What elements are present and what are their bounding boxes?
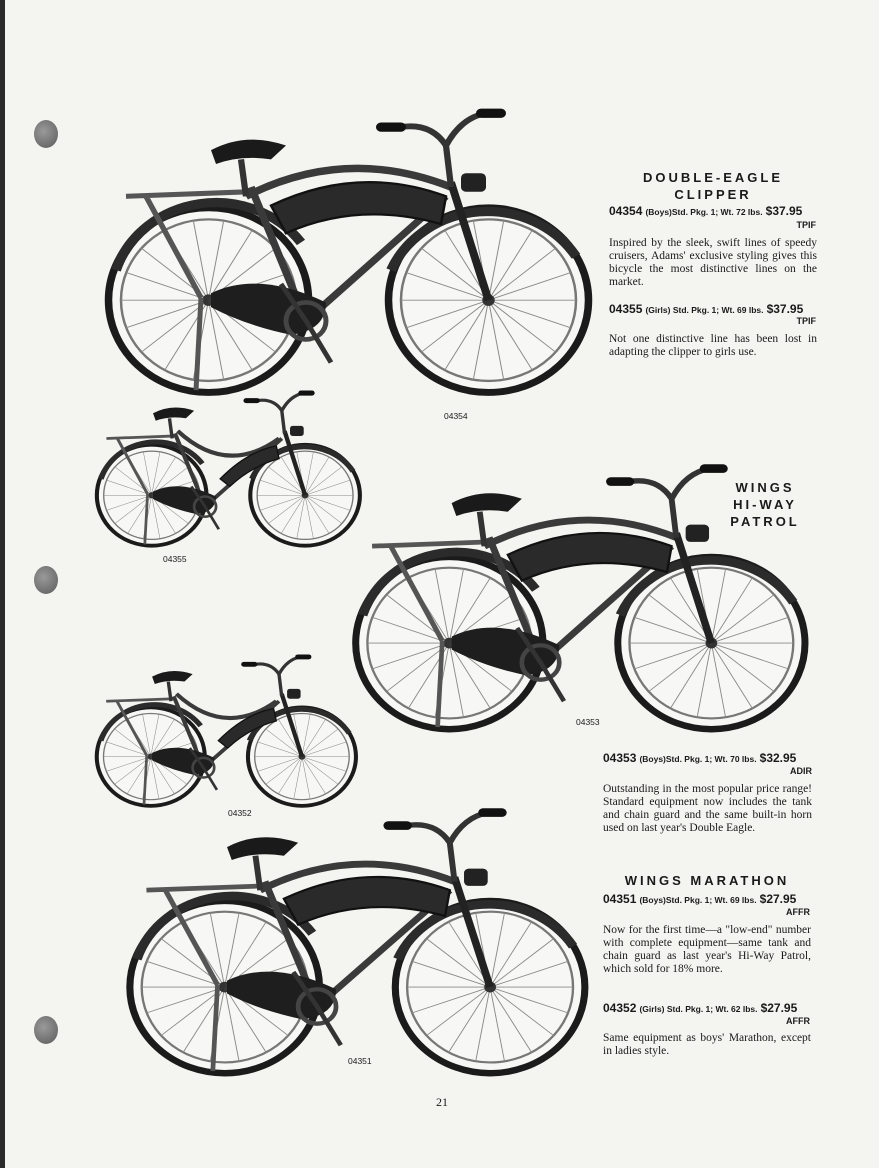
caption-04352: 04352 [228, 808, 252, 818]
grip-right [700, 464, 728, 473]
grip-left [241, 662, 257, 667]
sku-04353 [603, 751, 796, 765]
rate-code: ADIR [790, 766, 812, 776]
sku-price: $32.95 [759, 751, 797, 765]
sku-desc: (Boys)Std. Pkg. 1; Wt. 70 lbs. [639, 754, 757, 764]
caption-04354: 04354 [444, 411, 468, 421]
bicycle-04355-image [90, 388, 364, 552]
description-04353: Outstanding in the most popular price range! Standard equipment now includes the tank and chain guard and the same built-in horn used on last year's Double Eagle. [603, 783, 812, 834]
sku-04355 [609, 302, 803, 316]
grip-right [478, 808, 506, 817]
heading-wings-hi-way-patrol: WINGS HI-WAY PATROL [730, 480, 800, 529]
saddle [153, 407, 194, 420]
grip-right [298, 391, 314, 396]
sku-desc: (Girls) Std. Pkg. 1; Wt. 69 lbs. [645, 305, 764, 315]
sku-code: 04355 [609, 302, 643, 316]
sku-04354 [609, 204, 802, 218]
rate-code: AFFR [786, 1016, 810, 1026]
sku-price: $37.95 [765, 204, 803, 218]
description-04354: Inspired by the sleek, swift lines of speedy cruisers, Adams' exclusive styling gives this bicycle the most distinctive lines on the market. [609, 237, 817, 288]
heading-double-eagle-clipper: DOUBLE-EAGLE CLIPPER [643, 170, 783, 202]
grip-left [383, 821, 411, 830]
sku-code: 04353 [603, 751, 637, 765]
bicycle-04352-image [90, 652, 360, 812]
sku-code: 04354 [609, 204, 643, 218]
sku-04351 [603, 892, 796, 906]
grip-right [295, 654, 311, 659]
sku-price: $27.95 [759, 892, 797, 906]
saddle [211, 140, 286, 164]
rate-code: TPIF [796, 220, 816, 230]
grip-left [606, 477, 634, 486]
rate-code: AFFR [786, 907, 810, 917]
tank [271, 182, 446, 233]
tank [284, 877, 450, 925]
sku-price: $27.95 [760, 1001, 798, 1015]
page-number: 21 [436, 1095, 448, 1109]
description-04351: Now for the first time—a "low-end" number with complete equipment—same tank and chain guard as last year's Hi-Way Patrol, which sold for 18% more. [603, 924, 811, 975]
caption-04353: 04353 [576, 717, 600, 727]
sku-desc: (Boys)Std. Pkg. 1; Wt. 69 lbs. [639, 895, 757, 905]
saddle [452, 493, 522, 516]
grip-left [243, 398, 259, 403]
heading-wings-marathon: WINGS MARATHON [624, 873, 790, 888]
headlight [461, 173, 486, 191]
binder-hole-top [34, 120, 58, 148]
binder-hole-middle [34, 566, 58, 594]
headlight [290, 426, 304, 436]
sku-desc: (Girls) Std. Pkg. 1; Wt. 62 lbs. [639, 1004, 758, 1014]
sku-04352 [603, 1001, 797, 1015]
bicycle-04354-image [96, 104, 596, 404]
headlight [686, 525, 709, 542]
description-04355: Not one distinctive line has been lost in adapting the clipper to girls use. [609, 333, 817, 358]
headlight [464, 869, 488, 886]
sku-price: $37.95 [766, 302, 804, 316]
sku-code: 04351 [603, 892, 637, 906]
sku-desc: (Boys)Std. Pkg. 1; Wt. 72 lbs. [645, 207, 763, 217]
tank [508, 533, 672, 581]
caption-04355: 04355 [163, 554, 187, 564]
binder-hole-bottom [34, 1016, 58, 1044]
description-04352: Same equipment as boys' Marathon, except in ladies style. [603, 1032, 811, 1057]
page-edge [0, 0, 5, 1168]
rate-code: TPIF [796, 316, 816, 326]
grip-right [476, 109, 506, 118]
saddle [227, 837, 298, 860]
bicycle-04351-image [118, 804, 592, 1084]
caption-04351: 04351 [348, 1056, 372, 1066]
grip-left [376, 122, 406, 131]
sku-code: 04352 [603, 1001, 637, 1015]
headlight [287, 689, 301, 699]
saddle [152, 671, 193, 684]
